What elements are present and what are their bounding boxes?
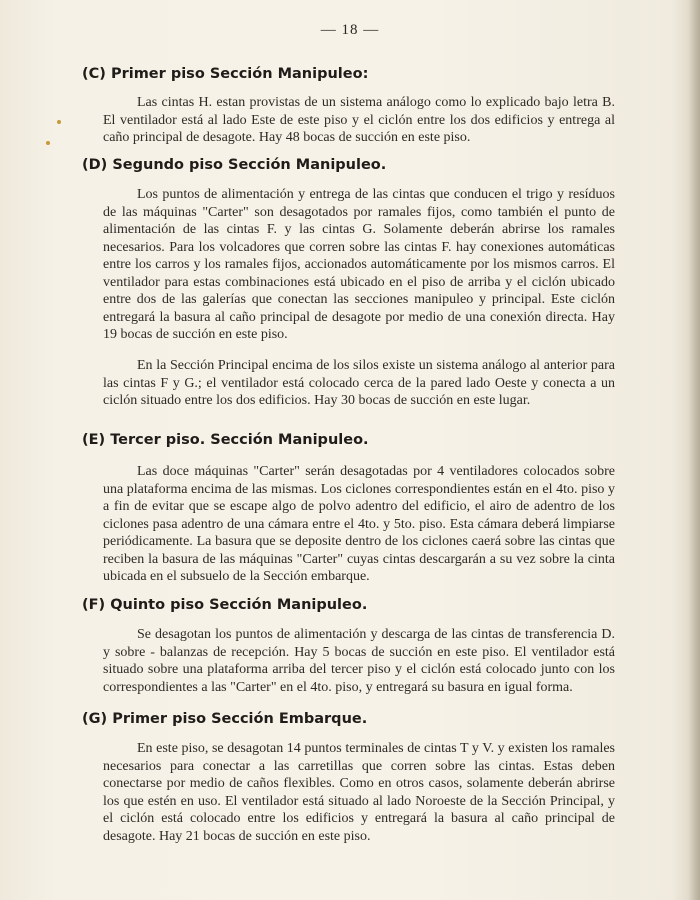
page-edge-shadow (688, 0, 700, 900)
page-number: — 18 — (320, 22, 380, 38)
section-g-heading: (G) Primer piso Sección Embarque. (82, 711, 368, 727)
section-e-heading: (E) Tercer piso. Sección Manipuleo. (82, 432, 369, 448)
section-f-paragraph: Se desagotan los puntos de alimentación y descarga de las cintas de transferencia D. y sobre - balanzas de recepción. Hay 5 bocas de succión en este piso. El ventilador está situado sobre una plataforma arriba del tercer piso y el ciclón está colocado junto con los correspondientes a las "Carter" en el 4to. piso, y entregará su basura en igual forma. (103, 627, 615, 695)
ink-spot (57, 120, 61, 124)
section-d-paragraph-2: En la Sección Principal encima de los silos existe un sistema análogo al anterior para las cintas F y G.; el ventilador está colocado cerca de la pared lado Oeste y conecta a un ciclón situado entre los dos edificios. Hay 30 bocas de succión en este lugar. (103, 358, 615, 408)
section-d-paragraph-1: Los puntos de alimentación y entrega de las cintas que conducen el trigo y resíduos de las máquinas "Carter" son desagotados por ramales fijos, como también el punto de alimentación de las cintas F. y las cintas G. Solamente deberán abrirse los ramales necesarios. Para los volcadores que corren sobre las cintas F. hay conexiones automáticas entre los carros y los ramales fijos, accionados automáticamente por los mismos carros. El ventilador para estas combinaciones está ubicado en el piso de arriba y el ciclón ubicado entre dos de las galerías que conectan las secciones manipuleo y principal. Este ciclón entregará la basura al caño principal de desagote por medio de una conexión directa. Hay 19 bocas de succión en este piso. (103, 187, 615, 342)
section-e-paragraph: Las doce máquinas "Carter" serán desagotadas por 4 ventiladores colocados sobre una plataforma encima de las mismas. Los ciclones correspondientes están en el 4to. piso y a fin de evitar que se escape algo de polvo adentro del edificio, el airo de adentro de los ciclones pasa adentro de una cámara entre el 4to. y 5to. piso. Esta cámara deberá limpiarse periódicamente. La basura que se deposite dentro de los ciclones caerá sobre las cintas que reciben la basura de las máquinas "Carter" cuyas cintas descargarán a su vez sobre la cinta ubicada en el subsuelo de la Sección embarque. (103, 464, 615, 584)
section-f-heading: (F) Quinto piso Sección Manipuleo. (82, 597, 368, 613)
section-c-heading: (C) Primer piso Sección Manipuleo: (82, 66, 369, 82)
section-g-paragraph: En este piso, se desagotan 14 puntos terminales de cintas T y V. y existen los ramales necesarios para conectar a las carretillas que corren sobre las cintas. Estas deben conectarse por medio de caños flexibles. Como en otros casos, solamente deberán abrirse los que estén en uso. El ventilador está situado al lado Noroeste de la Sección Principal, y el ciclón está colocado entre los edificios y entregará la basura al caño principal de desagote. Hay 21 bocas de succión en este piso. (103, 741, 615, 844)
section-d-heading: (D) Segundo piso Sección Manipuleo. (82, 157, 387, 173)
section-c-paragraph: Las cintas H. estan provistas de un sistema análogo como lo explicado bajo letra B. El ventilador está al lado Este de este piso y el ciclón entre los dos edificios y entrega al caño principal de desagote. Hay 48 bocas de succión en este piso. (103, 95, 615, 145)
ink-spot (46, 141, 50, 145)
